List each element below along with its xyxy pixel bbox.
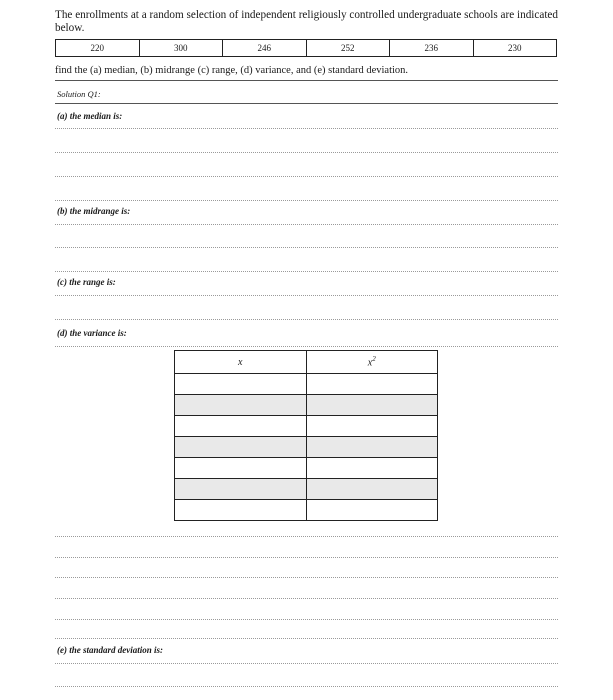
answer-line[interactable]: [55, 557, 558, 558]
x-squared-cell[interactable]: [306, 416, 438, 437]
column-header-x-squared: [306, 351, 438, 374]
enrollment-cell: 230: [473, 40, 557, 57]
variance-table-header: [175, 351, 438, 374]
x-cell[interactable]: [175, 500, 307, 521]
column-header-x: x: [175, 351, 307, 374]
x-cell[interactable]: [175, 458, 307, 479]
x-squared-cell[interactable]: [306, 374, 438, 395]
solution-label: Solution Q1:: [57, 89, 101, 99]
answer-line[interactable]: [55, 598, 558, 599]
answer-line[interactable]: [55, 247, 558, 248]
x-cell[interactable]: [175, 395, 307, 416]
enrollment-cell: 300: [139, 40, 223, 57]
table-row: [175, 500, 438, 521]
answer-line[interactable]: [55, 319, 558, 320]
answer-line[interactable]: [55, 346, 558, 347]
column-header-x-squared-base: x: [367, 357, 373, 369]
x-cell[interactable]: [175, 479, 307, 500]
table-row: [175, 374, 438, 395]
question-d-label: (d) the variance is:: [57, 328, 127, 338]
answer-line[interactable]: [55, 128, 558, 129]
enrollment-cell: 220: [56, 40, 140, 57]
x-cell[interactable]: [175, 416, 307, 437]
enrollment-cell: 252: [306, 40, 390, 57]
table-row: [175, 479, 438, 500]
x-squared-cell[interactable]: [306, 395, 438, 416]
table-row: [175, 458, 438, 479]
enrollment-cell: 246: [223, 40, 307, 57]
table-row: [175, 416, 438, 437]
table-row: [175, 437, 438, 458]
question-b-label: (b) the midrange is:: [57, 206, 131, 216]
answer-line[interactable]: [55, 271, 558, 272]
x-cell[interactable]: [175, 437, 307, 458]
x-squared-cell[interactable]: [306, 479, 438, 500]
divider: [55, 103, 558, 104]
table-row: [175, 395, 438, 416]
answer-line[interactable]: [55, 686, 558, 687]
x-squared-cell[interactable]: [306, 500, 438, 521]
question-c-label: (c) the range is:: [57, 277, 116, 287]
question-e-label: (e) the standard deviation is:: [57, 645, 163, 655]
x-cell[interactable]: [175, 374, 307, 395]
answer-line[interactable]: [55, 536, 558, 537]
answer-line[interactable]: [55, 619, 558, 620]
enrollments-row: [56, 40, 557, 57]
enrollment-cell: 236: [390, 40, 474, 57]
variance-table: [174, 350, 438, 521]
answer-line[interactable]: [55, 577, 558, 578]
divider: [55, 80, 558, 81]
answer-line[interactable]: [55, 152, 558, 153]
column-header-exponent: 2: [372, 355, 376, 364]
answer-line[interactable]: [55, 224, 558, 225]
enrollments-table: [55, 39, 557, 57]
answer-line[interactable]: [55, 200, 558, 201]
answer-line[interactable]: [55, 295, 558, 296]
question-a-label: (a) the median is:: [57, 111, 123, 121]
answer-line[interactable]: [55, 176, 558, 177]
x-squared-cell[interactable]: [306, 458, 438, 479]
x-squared-cell[interactable]: [306, 437, 438, 458]
answer-line[interactable]: [55, 663, 558, 664]
answer-line[interactable]: [55, 638, 558, 639]
intro-text: The enrollments at a random selection of independent religiously controlled undergraduate schools are indicated below.: [55, 9, 558, 34]
task-text: find the (a) median, (b) midrange (c) range, (d) variance, and (e) standard deviation.: [55, 65, 409, 76]
